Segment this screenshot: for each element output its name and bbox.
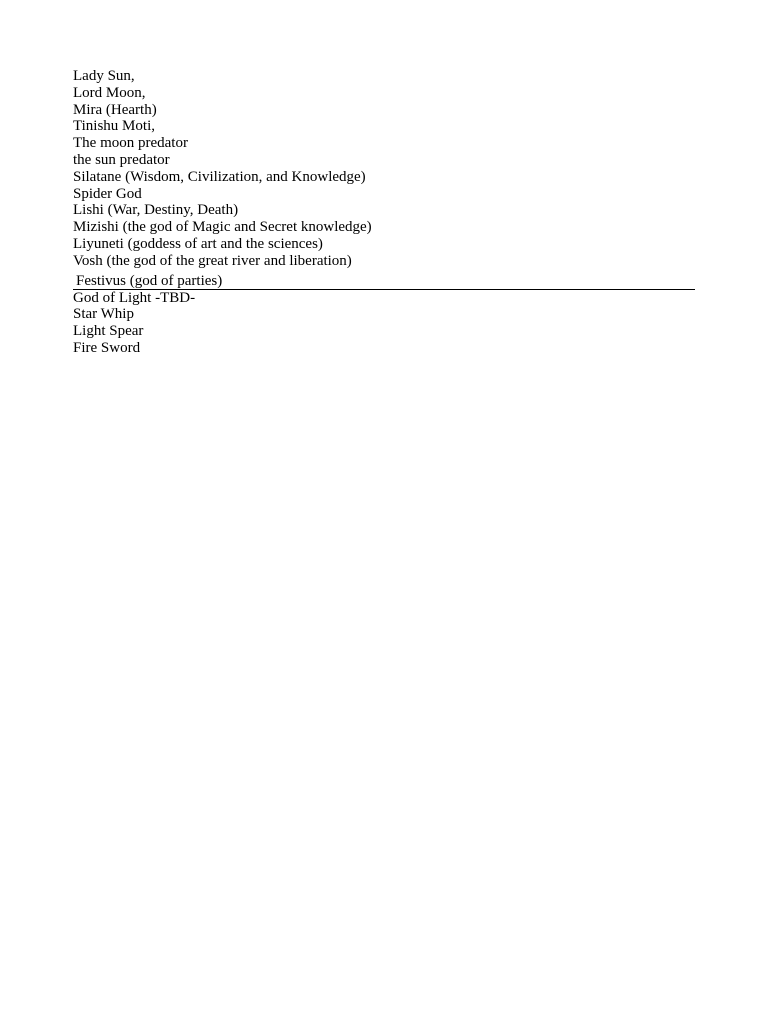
text-line-fire-sword: Fire Sword [73, 339, 141, 356]
text-line-sun-predator: the sun predator [73, 151, 170, 168]
text-line-lord-moon: Lord Moon, [73, 84, 146, 101]
text-line-lady-sun: Lady Sun, [73, 68, 135, 84]
text-line-vosh: Vosh (the god of the great river and liberation) [73, 252, 352, 269]
text-line-lishi: Lishi (War, Destiny, Death) [73, 202, 239, 219]
text-line-moon-predator: The moon predator [73, 135, 188, 152]
text-line-spider-god: Spider God [73, 185, 142, 202]
text-line-mira: Mira (Hearth) [73, 101, 157, 118]
text-line-tinishu-moti: Tinishu Moti, [73, 118, 155, 135]
text-line-god-of-light: God of Light -TBD- [73, 289, 196, 306]
text-line-star-whip: Star Whip [73, 306, 134, 323]
text-line-mizishi: Mizishi (the god of Magic and Secret knowledge) [73, 219, 372, 236]
document-body [73, 68, 695, 357]
text-line-silatane: Silatane (Wisdom, Civilization, and Knowledge) [73, 168, 366, 185]
text-line-liyuneti: Liyuneti (goddess of art and the sciences) [73, 235, 323, 252]
text-line-festivus: Festivus (god of parties) [76, 272, 223, 289]
text-line-light-spear: Light Spear [73, 323, 144, 340]
